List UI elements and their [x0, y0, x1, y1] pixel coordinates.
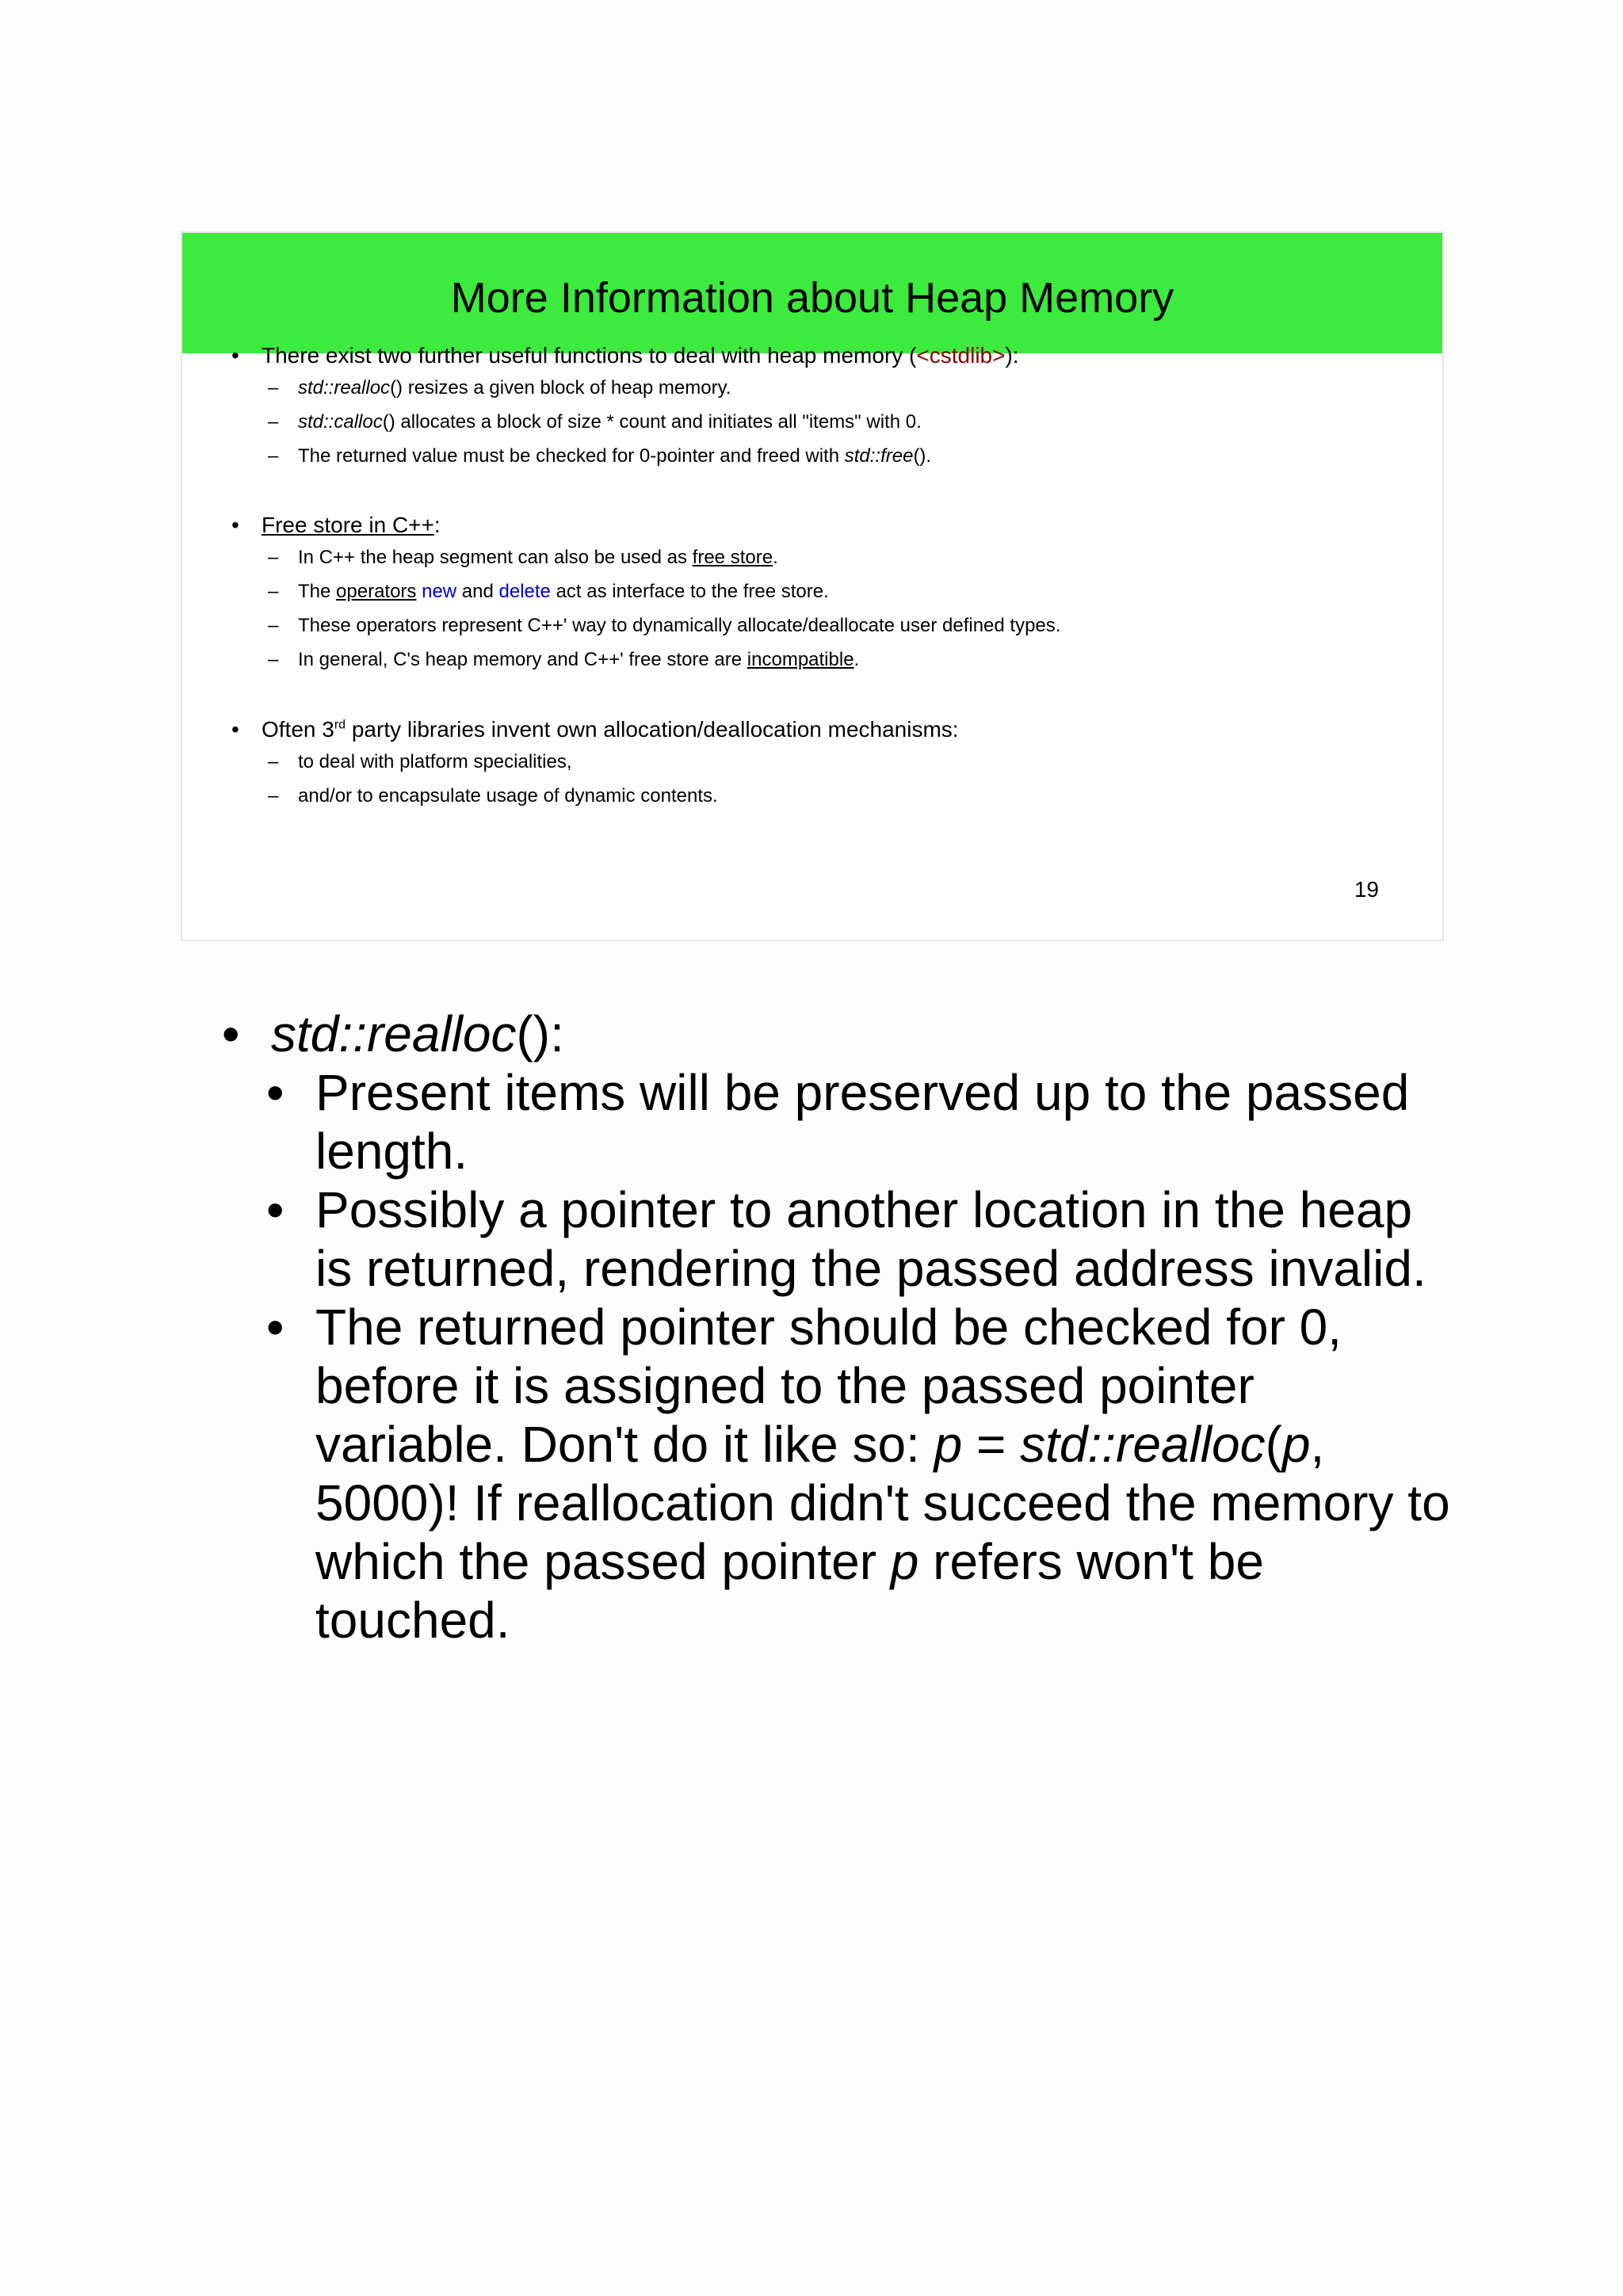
bullet-icon: • — [266, 1299, 285, 1356]
bullet-icon: • — [231, 513, 239, 537]
slide-number: 19 — [1354, 877, 1379, 902]
dash-icon: – — [268, 785, 279, 807]
bullet-icon: • — [266, 1064, 285, 1121]
dash-icon: – — [268, 751, 279, 772]
dash-icon: – — [268, 411, 279, 433]
dash-icon: – — [268, 581, 279, 602]
bullet-icon: • — [266, 1181, 285, 1238]
slide: More Information about Heap Memory • There exist two further useful functions to deal with heap memory (<cstdlib>): – std::realloc() resizes a given block of heap memory. – std::calloc() allocates a block of size * count and initiates all "items" with 0. – The returned value must be checked for 0-pointer and freed with std::free(). • Free store in C++: – In C++ the heap segment can also be used as free store. – The operators new and delete act as interface to the free store. – These operators represent C++' way to dynamically allocate/deallocate user defined types. – In general, C's heap memory and C++' free store are incompatible. • Often 3rd party libraries invent own allocation/deallocation mechanisms: – to deal with platform specialities, – and/or to encapsulate usage of dynamic contents. 19 — [181, 231, 1444, 941]
notes-item-preserved: • Present items will be preserved up to the passed length. — [266, 1064, 1410, 1180]
bullet-icon: • — [222, 1005, 240, 1062]
bullet-icon: • — [231, 343, 239, 368]
bullet-icon: • — [231, 717, 239, 742]
dash-icon: – — [268, 445, 279, 467]
cstdlib-header: <cstdlib> — [916, 343, 1006, 368]
new-keyword: new — [422, 581, 457, 602]
dash-icon: – — [268, 377, 279, 399]
speaker-notes — [222, 1005, 1458, 1650]
title-bar — [182, 233, 1442, 353]
slide-title: More Information about Heap Memory — [450, 274, 1174, 322]
dash-icon: – — [268, 547, 279, 568]
notes-heading: • std::realloc(): — [222, 1005, 564, 1062]
notes-item-check-pointer: • The returned pointer should be checked for 0, before it is assigned to the passed pointer variable. Don't do it like so: p = std::realloc(p, 5000)! If reallocation didn't succeed the memory to which the passed pointer p refers won't be touched. — [266, 1299, 1450, 1649]
dash-icon: – — [268, 649, 279, 670]
notes-item-relocation: • Possibly a pointer to another location in the heap is returned, rendering the passed address invalid. — [266, 1181, 1426, 1297]
delete-keyword: delete — [498, 581, 551, 602]
dash-icon: – — [268, 615, 279, 636]
free-store-link: Free store in C++ — [262, 513, 434, 537]
